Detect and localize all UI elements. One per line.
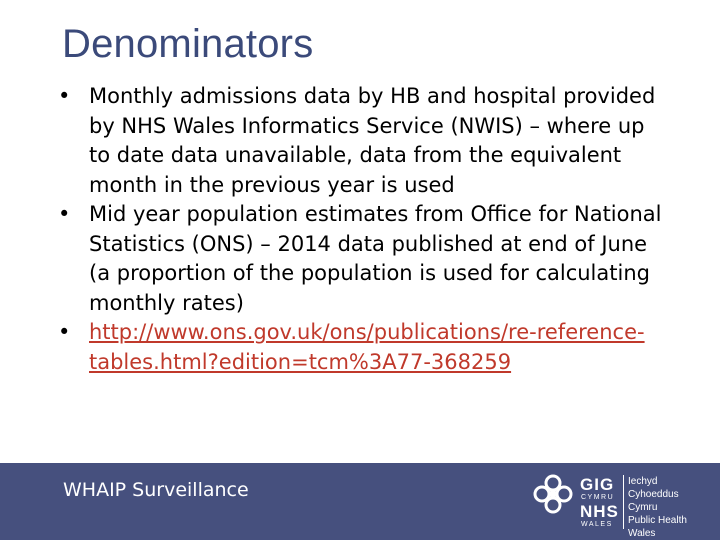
logo-nhs: NHS <box>580 502 619 521</box>
bullet-dot: • <box>58 202 71 226</box>
bullet-text: Monthly admissions data by HB and hospital provided by NHS Wales Informatics Service (NWIS) – where up to date data unavailable, data from the equivalent month in the previous year is used <box>89 84 656 197</box>
logo-wales: WALES <box>581 521 613 528</box>
logo-org-line: Public Health <box>628 515 687 526</box>
footer-bar <box>0 463 720 540</box>
footer-label: WHAIP Surveillance <box>63 479 249 501</box>
ons-reference-link[interactable]: http://www.ons.gov.uk/ons/publications/re-reference-tables.html?edition=tcm%3A77-368259 <box>89 320 645 374</box>
bullet-item <box>58 318 668 377</box>
bullet-list <box>58 82 668 377</box>
bullet-item <box>58 82 668 200</box>
logo-cymru: CYMRU <box>581 494 615 501</box>
bullet-item <box>58 200 668 318</box>
logo-org-line: Wales <box>628 528 656 539</box>
phw-logo <box>530 471 710 539</box>
logo-gig: GIG <box>580 475 615 494</box>
bullet-text: Mid year population estimates from Office for National Statistics (ONS) – 2014 data published at end of June (a proportion of the population is used for calculating monthly rates) <box>89 202 662 315</box>
slide-title: Denominators <box>62 22 314 66</box>
bullet-dot: • <box>58 84 71 108</box>
logo-org-text <box>628 475 710 540</box>
logo-divider <box>623 475 624 529</box>
logo-org-line: Iechyd Cyhoeddus <box>628 476 679 500</box>
logo-org-line: Cymru <box>628 502 658 513</box>
dragon-knot-icon <box>530 471 576 517</box>
bullet-dot: • <box>58 320 71 344</box>
